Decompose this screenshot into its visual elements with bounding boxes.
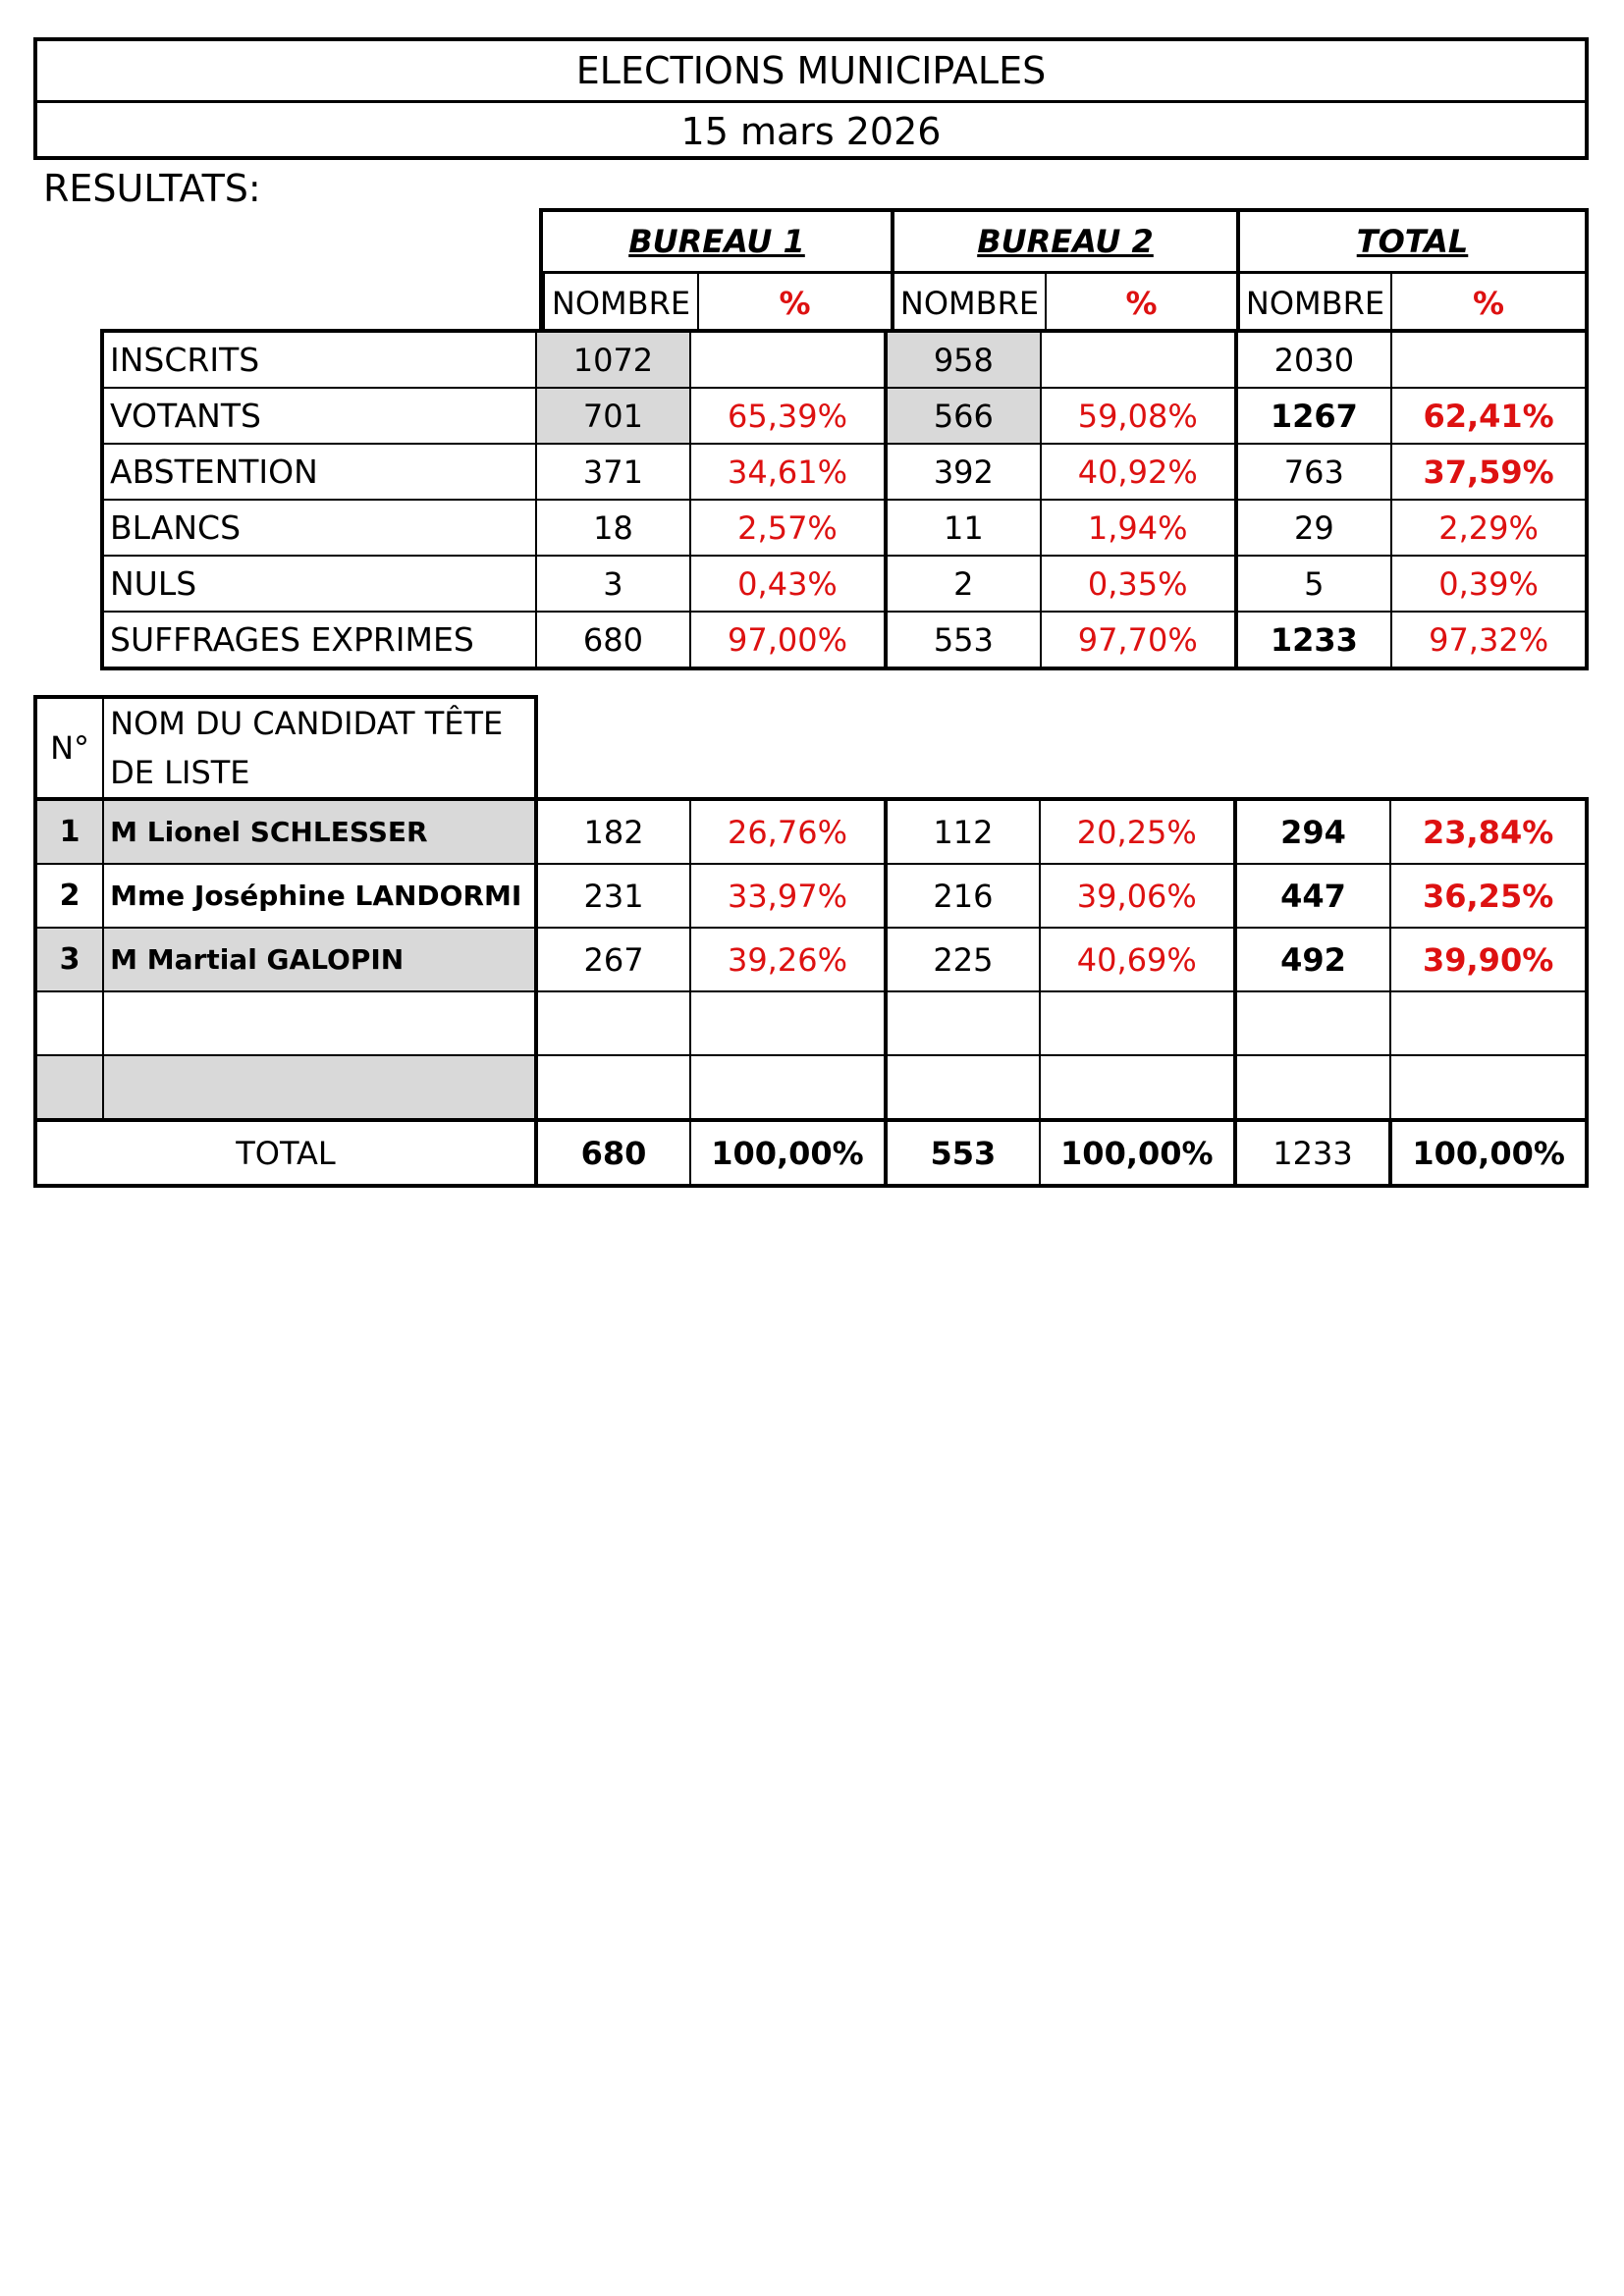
empty-cell <box>1040 991 1235 1055</box>
table-row <box>35 864 1587 928</box>
row-label: ABSTENTION <box>102 444 536 500</box>
cell-value: 267 <box>536 928 690 991</box>
candidate-number: 2 <box>35 864 103 928</box>
cell-value: 1233 <box>1235 1120 1391 1186</box>
cell-value: 447 <box>1235 864 1391 928</box>
empty-row <box>35 991 1587 1055</box>
empty-row <box>35 1055 1587 1120</box>
bureau2-header: BUREAU 2 <box>891 212 1236 274</box>
row-label: BLANCS <box>102 500 536 556</box>
cell-value: 958 <box>886 331 1041 388</box>
empty-cell <box>886 1055 1040 1120</box>
cell-value <box>1041 331 1236 388</box>
cell-value: 97,32% <box>1391 612 1587 668</box>
results-label: RESULTATS: <box>43 167 261 210</box>
cell-value: 40,69% <box>1040 928 1235 991</box>
empty-cell <box>690 991 886 1055</box>
row-label: INSCRITS <box>102 331 536 388</box>
cell-value: 1,94% <box>1041 500 1236 556</box>
row-label: SUFFRAGES EXPRIMES <box>102 612 536 668</box>
cell-value: 33,97% <box>690 864 886 928</box>
table-row <box>102 388 1587 444</box>
total-label: TOTAL <box>35 1120 536 1186</box>
cell-value: 29 <box>1236 500 1392 556</box>
cell-value: 23,84% <box>1390 799 1587 864</box>
cell-value: 5 <box>1236 556 1392 612</box>
cell-value: 34,61% <box>690 444 886 500</box>
cell-value: 97,00% <box>690 612 886 668</box>
empty-cell <box>103 991 536 1055</box>
cell-value: 39,90% <box>1390 928 1587 991</box>
cell-value: 0,39% <box>1391 556 1587 612</box>
cell-value: 1267 <box>1236 388 1392 444</box>
table-row <box>35 928 1587 991</box>
cell-value: 100,00% <box>690 1120 886 1186</box>
table-row <box>102 556 1587 612</box>
cell-value: 231 <box>536 864 690 928</box>
nombre-header: NOMBRE <box>543 274 697 333</box>
totals-row <box>35 1120 1587 1186</box>
cell-value: 100,00% <box>1040 1120 1235 1186</box>
cell-value: 225 <box>886 928 1040 991</box>
cell-value: 112 <box>886 799 1040 864</box>
cell-value: 763 <box>1236 444 1392 500</box>
empty-cell <box>1040 1055 1235 1120</box>
row-label: NULS <box>102 556 536 612</box>
empty-cell <box>1390 1055 1587 1120</box>
cell-value: 2,29% <box>1391 500 1587 556</box>
nombre-header: NOMBRE <box>891 274 1045 333</box>
cell-value: 553 <box>886 1120 1040 1186</box>
cell-value: 3 <box>536 556 691 612</box>
cell-value: 2030 <box>1236 331 1392 388</box>
candidate-name: M Lionel SCHLESSER <box>103 799 536 864</box>
cell-value: 62,41% <box>1391 388 1587 444</box>
nombre-header: NOMBRE <box>1236 274 1390 333</box>
cell-value: 37,59% <box>1391 444 1587 500</box>
candidate-number: 1 <box>35 799 103 864</box>
total-header: TOTAL <box>1236 212 1585 274</box>
cell-value: 39,26% <box>690 928 886 991</box>
bureau1-header: BUREAU 1 <box>543 212 891 274</box>
table-row <box>102 444 1587 500</box>
number-header: N° <box>35 697 103 799</box>
table-row <box>102 612 1587 668</box>
candidate-name-header: NOM DU CANDIDAT TÊTE DE LISTE <box>103 697 536 799</box>
cell-value: 392 <box>886 444 1041 500</box>
candidate-name: Mme Joséphine LANDORMI <box>103 864 536 928</box>
empty-cell <box>1235 1055 1391 1120</box>
cell-value: 566 <box>886 388 1041 444</box>
cell-value: 26,76% <box>690 799 886 864</box>
cell-value: 18 <box>536 500 691 556</box>
cell-value: 492 <box>1235 928 1391 991</box>
cell-value: 553 <box>886 612 1041 668</box>
cell-value: 1072 <box>536 331 691 388</box>
pct-header: % <box>1390 274 1585 333</box>
cell-value: 11 <box>886 500 1041 556</box>
cell-value: 39,06% <box>1040 864 1235 928</box>
empty-cell <box>536 991 690 1055</box>
cell-value: 371 <box>536 444 691 500</box>
cell-value: 100,00% <box>1390 1120 1587 1186</box>
stats-table <box>100 329 1589 670</box>
table-row <box>35 799 1587 864</box>
cell-value: 680 <box>536 612 691 668</box>
pct-header: % <box>1045 274 1236 333</box>
title-box <box>33 37 1589 160</box>
cell-value: 97,70% <box>1041 612 1236 668</box>
table-header-row <box>35 697 1587 799</box>
cell-value: 680 <box>536 1120 690 1186</box>
cell-value: 20,25% <box>1040 799 1235 864</box>
cell-value: 1233 <box>1236 612 1392 668</box>
candidate-name: M Martial GALOPIN <box>103 928 536 991</box>
table-row <box>102 331 1587 388</box>
cell-value: 59,08% <box>1041 388 1236 444</box>
empty-cell <box>690 1055 886 1120</box>
cell-value: 182 <box>536 799 690 864</box>
header-spacer <box>536 697 1587 799</box>
cell-value <box>690 331 886 388</box>
cell-value: 40,92% <box>1041 444 1236 500</box>
cell-value <box>1391 331 1587 388</box>
cell-value: 36,25% <box>1390 864 1587 928</box>
column-headers <box>539 208 1589 333</box>
cell-value: 2 <box>886 556 1041 612</box>
pct-header: % <box>697 274 891 333</box>
empty-cell <box>536 1055 690 1120</box>
table-row <box>102 500 1587 556</box>
cell-value: 2,57% <box>690 500 886 556</box>
cell-value: 65,39% <box>690 388 886 444</box>
empty-cell <box>35 991 103 1055</box>
empty-cell <box>35 1055 103 1120</box>
page-title: ELECTIONS MUNICIPALES <box>575 49 1047 92</box>
cell-value: 0,43% <box>690 556 886 612</box>
election-date: 15 mars 2026 <box>37 100 1585 160</box>
row-label: VOTANTS <box>102 388 536 444</box>
empty-cell <box>103 1055 536 1120</box>
candidates-table <box>33 695 1589 1188</box>
cell-value: 0,35% <box>1041 556 1236 612</box>
empty-cell <box>886 991 1040 1055</box>
candidate-number: 3 <box>35 928 103 991</box>
cell-value: 294 <box>1235 799 1391 864</box>
cell-value: 701 <box>536 388 691 444</box>
cell-value: 216 <box>886 864 1040 928</box>
empty-cell <box>1390 991 1587 1055</box>
empty-cell <box>1235 991 1391 1055</box>
